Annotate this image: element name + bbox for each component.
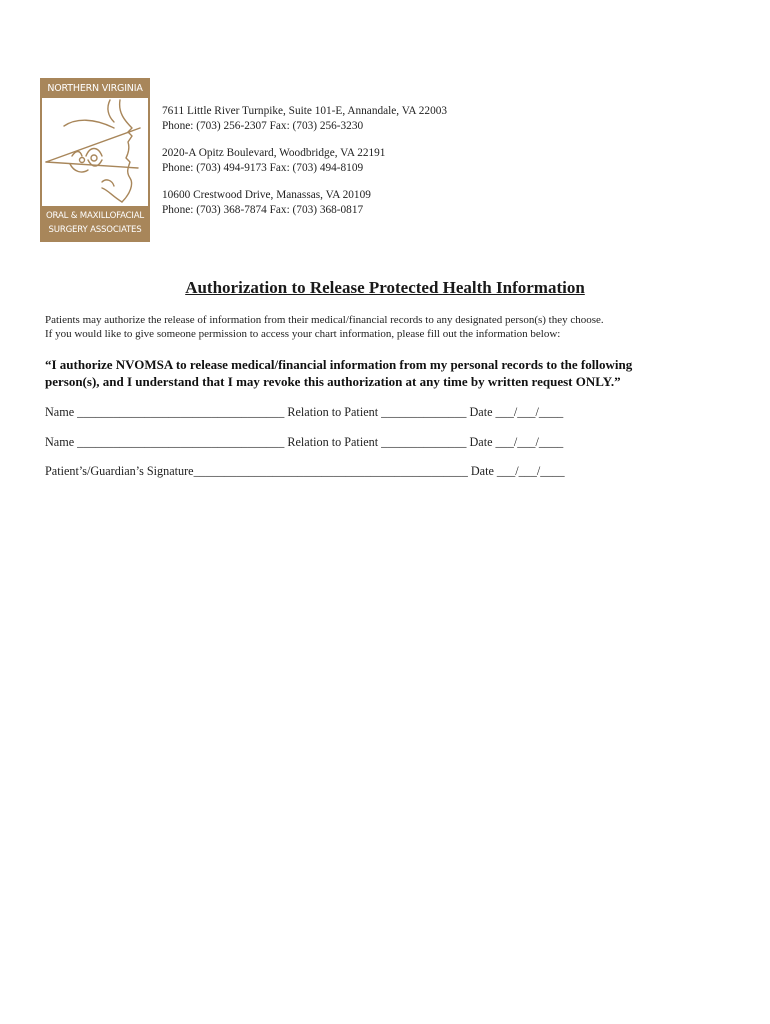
logo-top-text: NORTHERN VIRGINIA — [42, 80, 148, 98]
address-street: 10600 Crestwood Drive, Manassas, VA 20109 — [162, 189, 371, 201]
authorization-statement — [45, 356, 735, 390]
intro-line: If you would like to give someone permission to access your chart information, please fill out the information below: — [45, 328, 561, 340]
statement-line: “I authorize NVOMSA to release medical/financial information from my personal records to the following — [45, 357, 633, 372]
statement-line: person(s), and I understand that I may revoke this authorization at any time by written request ONLY.” — [45, 374, 621, 389]
logo-bottom-line1: ORAL & MAXILLOFACIAL — [45, 211, 145, 221]
address-phone: Phone: (703) 256-2307 Fax: (703) 256-3230 — [162, 119, 364, 132]
address-street: 2020-A Opitz Boulevard, Woodbridge, VA 22191 — [162, 147, 386, 159]
signature-field-text: Patient’s/Guardian’s Signature_____________________________________________ Date ___/___/____ — [45, 464, 565, 478]
logo-bottom-text — [42, 206, 148, 240]
name-field-text: Name __________________________________ Relation to Patient ______________ Date ___/___/____ — [45, 435, 564, 449]
document-title: Authorization to Release Protected Health Information — [185, 278, 585, 297]
address-street: 7611 Little River Turnpike, Suite 101-E, Annandale, VA 22003 — [162, 105, 448, 117]
name-field-text: Name __________________________________ Relation to Patient ______________ Date ___/___/____ — [45, 405, 564, 419]
name-field-row-1[interactable] — [45, 405, 563, 420]
intro-line: Patients may authorize the release of information from their medical/financial records to any designated person(s) they choose. — [45, 314, 604, 326]
practice-logo — [40, 78, 150, 242]
address-manassas — [162, 188, 447, 217]
office-addresses — [162, 104, 447, 230]
name-field-row-2[interactable] — [45, 435, 563, 450]
address-woodbridge — [162, 146, 447, 175]
address-phone: Phone: (703) 494-9173 Fax: (703) 494-8109 — [162, 161, 364, 174]
address-annandale — [162, 104, 447, 133]
logo-bottom-line2: SURGERY ASSOCIATES — [48, 225, 142, 235]
address-phone: Phone: (703) 368-7874 Fax: (703) 368-0817 — [162, 203, 364, 216]
signature-field-row[interactable] — [45, 464, 565, 479]
intro-paragraph — [45, 313, 745, 341]
face-profile-icon — [42, 98, 148, 206]
